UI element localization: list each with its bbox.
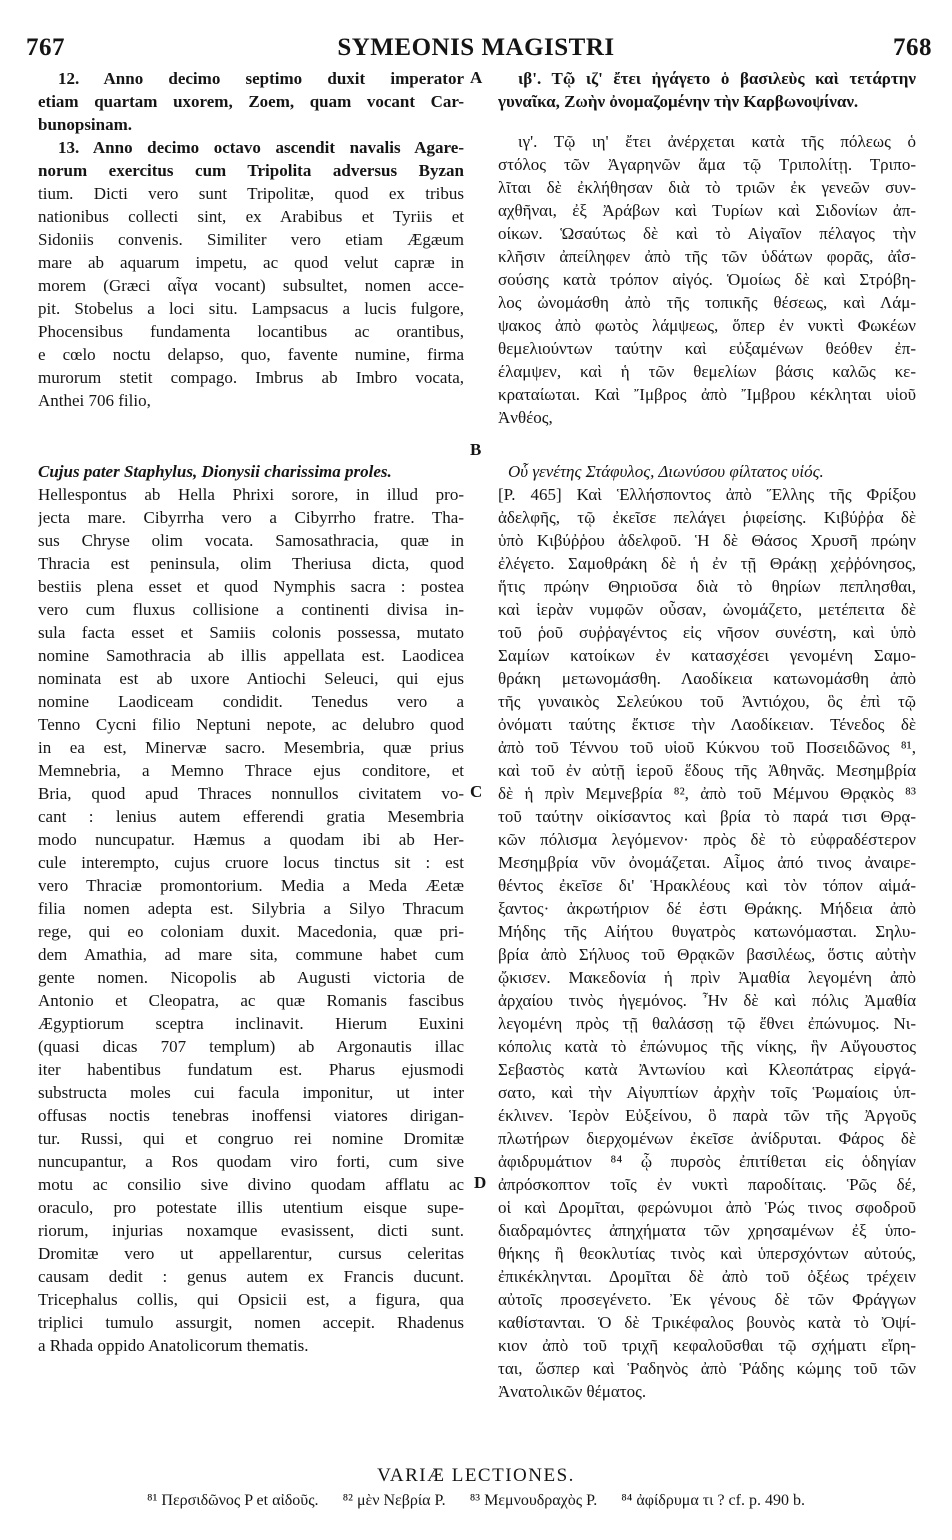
- greek-verse: Οὗ γενέτης Στάφυλος, Διωνύσου φίλτατος υἱός.: [508, 462, 824, 481]
- text-line: nomine Samothracia ab illis appellata est. Laodicea: [38, 646, 464, 665]
- text-line: ἀπὸ τοῦ Τέννου τοῦ υἱοῦ Κύκνου τοῦ Ποσειδῶνος ⁸¹,: [498, 738, 916, 757]
- text-line: θεμελιούντων ταύτην καὶ εὐξαμένων θεόθεν ἐπ-: [498, 339, 916, 358]
- text-line: λῖται δὲ ἐκλήθησαν διὰ τὸ τριῶν ἐκ γενεῶν συν-: [498, 178, 916, 197]
- latin-paragraphs-12-13: [38, 67, 464, 412]
- text-line: sus Chryse olim vocata. Samosathracia, quæ in: [38, 531, 464, 550]
- text-line: κόπολις κατὰ τὸ ἐπώνυμος τῆς νίκης, ἣν Αὔγουστος: [498, 1037, 916, 1056]
- text-line: causam dedit : genus autem ex Francis ducunt.: [38, 1267, 464, 1286]
- text-line: norum exercitus cum Tripolita adversus Byzan: [38, 161, 464, 180]
- text-line: Dromitæ vero ut appellarentur, cursus celeritas: [38, 1244, 464, 1263]
- text-line: αχθῆναι, ἐξ Ἀράβων καὶ Τυρίων καὶ Σιδονίων ἀπ-: [498, 201, 916, 220]
- text-line: modo nuncupatur. Hæmus a quodam ibi ab Her-: [38, 830, 464, 849]
- text-line: Anthei 706 filio,: [38, 391, 151, 410]
- text-line: vero cum fluxus collisione a continenti divisa in-: [38, 600, 464, 619]
- text-line: οίκων. Ὡσαύτως δὲ καὶ τὸ Αἰγαῖον πέλαγος τὴν: [498, 224, 916, 243]
- text-line: Ἀνθέος,: [498, 408, 553, 427]
- text-line: 13. Anno decimo octavo ascendit navalis Agare-: [58, 138, 464, 157]
- text-line: πλωτήρων διερχομένων ἐκεῖσε ἀνίδρυται. Φάρος δὲ: [498, 1129, 916, 1148]
- greek-paragraph-12: [498, 67, 916, 113]
- text-line: Μεσημβρία νῦν ὀνομάζεται. Αἶμος ἀπό τινος ἀναιρε-: [498, 853, 916, 872]
- text-line: ὀνόματι ταύτης ἔκτισε τὴν Λαοδίκειαν. Τένεδος δὲ: [498, 715, 916, 734]
- text-line: σατο, καὶ τὴν Αἰγυπτίων ἀρχὴν τοῖς Ῥωμαίοις ὑπ-: [498, 1083, 916, 1102]
- text-line: mare ab aquarum impetu, ac quod velut capræ in: [38, 253, 464, 272]
- text-line: murorum stetit compago. Imbrus ab Imbro vocata,: [38, 368, 464, 387]
- text-line: λεγομένη πρὸς τῇ θαλάσσῃ τῷ ἔθνει ἐπώνυμος. Νι-: [498, 1014, 916, 1033]
- text-line: offusas noctis tenebras inoffensi viatores dirigan-: [38, 1106, 464, 1125]
- text-line: οἱ καὶ Δρομῖται, φερώνυμοι ἀπὸ Ῥώς τινος σφοδροῦ: [498, 1198, 916, 1217]
- text-line: ψακος ἀπὸ φωτὸς λάμψεως, ὅπερ ἐν νυκτὶ Φωκέων: [498, 316, 916, 335]
- text-line: Ægyptiorum sceptra inclinavit. Hierum Euxini: [38, 1014, 464, 1033]
- text-line: τῆς γυναικὸς Σελεύκου τοῦ Ἀντιόχου, ὃς ἐπὶ τῷ: [498, 692, 916, 711]
- text-line: substructa moles cui facula imponitur, ut inter: [38, 1083, 464, 1102]
- text-line: καθίστανται. Ὁ δὲ Τρικέφαλος βουνὸς κατὰ τὸ Ὀψί-: [498, 1313, 916, 1332]
- text-line: filia nomen adepta est. Silybria a Silyo Thracum: [38, 899, 464, 918]
- text-line: δὲ ἡ πρὶν Μεμνεβρία ⁸², ἀπὸ τοῦ Μέμνου Θρᾳκὸς ⁸³: [498, 784, 916, 803]
- text-line: ἐλέγετο. Σαμοθράκη δὲ ἡ ἐν τῇ Θράκῃ χεῤῥόνησος,: [498, 554, 916, 573]
- variant-reading-note: ⁸³ Μεμνουδραχὸς P.: [469, 1492, 598, 1509]
- text-line: έλαμψεν, καὶ ἡ τῶν θεμελίων βάσις καλῶς κε-: [498, 362, 916, 381]
- latin-main-text: [38, 483, 464, 1357]
- greek-verse-block: [498, 460, 916, 483]
- greek-main-text: [498, 483, 916, 1403]
- text-line: κιον ἀπὸ τοῦ τριχῆ κεφαλοῦσθαι τῷ σχήματι εἴρη-: [498, 1336, 916, 1355]
- page-header: [0, 34, 952, 62]
- text-line: cule interempto, cujus cruore locus tinctus sit : est: [38, 853, 464, 872]
- text-line: αὐτοῖς προσεγένετο. Ἐκ γένους δὲ τῶν Φράγγων: [498, 1290, 916, 1309]
- text-line: oraculo, pro potestate illis utentium eisque supe-: [38, 1198, 464, 1217]
- text-line: ξαντος· ἀκρωτήριον δέ ἐστι Θράκης. Μήδεια ἀπὸ: [498, 899, 916, 918]
- text-line: διαδραμόντες ἀπηχήματα τῶν χρησαμένων ἐξ ὑπο-: [498, 1221, 916, 1240]
- text-line: καὶ ἱερὰν νυμφῶν οὖσαν, ὠνομάζετο, μετέπειτα δὲ: [498, 600, 916, 619]
- text-line: τοῦ ῥοῦ συῤῥαγέντος εἰς νῆσον συνέστη, καὶ ὑπὸ: [498, 623, 916, 642]
- latin-verse-block: [38, 460, 464, 483]
- text-line: Hellespontus ab Hella Phrixi sorore, in illud pro-: [38, 485, 464, 504]
- text-line: ιβ'. Τῷ ιζ' ἔτει ἠγάγετο ὁ βασιλεὺς καὶ τετάρτην: [518, 69, 916, 88]
- text-line: Tenno Cycni filio Neptuni nepote, ac delubro quod: [38, 715, 464, 734]
- text-line: σούσης κατὰ τρόπον αἰγός. Ὁμοίως δὲ καὶ Στρόβη-: [498, 270, 916, 289]
- text-line: bunopsinam.: [38, 115, 133, 134]
- column-marker-b: B: [470, 440, 482, 459]
- text-line: nomine Laodiceam condidit. Tenedus vero a: [38, 692, 464, 711]
- text-line: Antonio et Cleopatra, ac quæ Romanis fascibus: [38, 991, 464, 1010]
- text-line: morem (Græci αἶγα vocant) subsultet, nomen acce-: [38, 276, 464, 295]
- latin-column: [38, 67, 464, 1437]
- text-line: ἀδελφῆς, τῷ ἐκεῖσε πελάγει ῥιφείσης. Κιβύῤῥα δὲ: [498, 508, 916, 527]
- text-line: tium. Dicti vero sunt Tripolitæ, quod ex tribus: [38, 184, 464, 203]
- latin-verse: Cujus pater Staphylus, Dionysii charissima proles.: [38, 462, 392, 481]
- text-line: ἀφιδρυμάτιον ⁸⁴ ᾧ πυρσὸς ἐπιτίθεται εἰς ὁδηγίαν: [498, 1152, 916, 1171]
- text-line: έκλινεν. Ἱερὸν Εὐξείνου, ὃ παρὰ τῶν τῆς Ἀργοῦς: [498, 1106, 916, 1125]
- column-marker-c: C: [470, 782, 483, 801]
- text-line: θήκης ἢ θεοκλυτίας τινὸς καὶ ὑπερσχόντων αὐτούς,: [498, 1244, 916, 1263]
- text-line: λος ὠνομάσθη ἀπὸ τῆς τοπικῆς θέσεως, καὶ Λάμ-: [498, 293, 916, 312]
- text-line: ἥτις πρώην Θηριοῦσα διὰ τὸ θηρίων πεπλησθαι,: [498, 577, 916, 596]
- text-line: γυναῖκα, Ζωὴν ὀνομαζομένην τὴν Καρβωνοψίναν.: [498, 92, 859, 111]
- running-title: SYMEONIS MAGISTRI: [337, 34, 615, 61]
- text-line: e cœlo noctu delapso, quo, favente numine, firma: [38, 345, 464, 364]
- text-line: gente nomen. Nicopolis ab Augusti victoria de: [38, 968, 464, 987]
- page-number-left: 767: [26, 34, 65, 61]
- text-line: a Rhada oppido Anatolicorum thematis.: [38, 1336, 309, 1355]
- text-line: tur. Russi, qui et congruo rei nomine Dromitæ: [38, 1129, 464, 1148]
- text-line: [P. 465] Καὶ Ἑλλήσποντος ἀπὸ Ἕλλης τῆς Φρίξου: [498, 485, 916, 504]
- text-line: ιγ'. Τῷ ιη' ἔτει ἀνέρχεται κατὰ τῆς πόλεως ὁ: [518, 132, 916, 151]
- text-line: bestiis plena esset et quod Nymphis sacra : postea: [38, 577, 464, 596]
- text-line: nominata est ab uxore Antiochi Seleuci, qui ejus: [38, 669, 464, 688]
- text-line: κλῆσιν ἀπείληφεν ἀπὸ τῆς τῶν ὑδάτων φορᾶς, ἀΐσ-: [498, 247, 916, 266]
- page-number-right: 768: [893, 34, 932, 61]
- text-line: (quasi dicas 707 templum) ab Argonautis illac: [38, 1037, 464, 1056]
- text-line: Tricephalus collis, qui Opsicii est, a figura, qua: [38, 1290, 464, 1309]
- text-line: pit. Stobelus a loci situ. Lampsacus a lucis fulgore,: [38, 299, 464, 318]
- text-line: θέντος ἐκεῖσε δι' Ἡρακλέους καὶ τὸν τόπον αἱμά-: [498, 876, 916, 895]
- text-line: κραταίωται. Καὶ Ἴμβρος ἀπὸ Ἴμβρου κέκληται υἱοῦ: [498, 385, 916, 404]
- text-line: θράκη μετωνομάσθη. Λαοδίκεια κατωνομάσθη ἀπὸ: [498, 669, 916, 688]
- text-line: στόλος τῶν Ἀγαρηνῶν ἅμα τῷ Τριπολίτῃ. Τριπο-: [498, 155, 916, 174]
- text-line: τοῦ ταύτην οἰκίσαντος καὶ βρία τὸ παρά τισι Θρᾳ-: [498, 807, 916, 826]
- text-line: nuncupantur, a Ros quodam viro forti, cum sive: [38, 1152, 464, 1171]
- text-line: ται, ὥσπερ καὶ Ῥαδηνὸς ἀπὸ Ῥάδης κώμης τοῦ τῶν: [498, 1359, 916, 1378]
- variant-reading-note: ⁸¹ Περσιδῶνος P et αἰδοῦς.: [147, 1492, 319, 1509]
- text-line: in ea est, Minervæ sacro. Mesembria, quæ prius: [38, 738, 464, 757]
- text-line: motu ac consilio sive divino quodam afflatu ac: [38, 1175, 464, 1194]
- text-line: Phocensibus fundamenta locantibus ac orantibus,: [38, 322, 464, 341]
- text-line: ἀρχαίου τινὸς ἡγεμόνος. Ἦν δὲ καὶ πόλις Ἀμαθία: [498, 991, 916, 1010]
- greek-paragraph-13: [498, 130, 916, 429]
- text-line: rege, qui eo coloniam duxit. Macedonia, quæ pri-: [38, 922, 464, 941]
- text-line: ἐπικέκληνται. Δρομῖται δὲ ἀπὸ τοῦ ὀξέως τρέχειν: [498, 1267, 916, 1286]
- text-line: Sidoniis convenis. Similiter vero etiam Ægæum: [38, 230, 464, 249]
- variant-reading-note: ⁸² μὲν Νεβρία P.: [342, 1492, 446, 1509]
- text-line: Σεβαστὸς κατὰ Ἀντωνίου καὶ Κλεοπάτρας εἰργά-: [498, 1060, 916, 1079]
- text-line: nationibus collecti sint, ex Arabibus et Tyriis et: [38, 207, 464, 226]
- text-line: Σαμίων κατοίκων ἐν κατασχέσει γενομένη Σαμο-: [498, 646, 916, 665]
- column-marker-a: A: [470, 68, 483, 87]
- text-line: jecta mare. Cibyrrha vero a Cibyrrho fratre. Tha-: [38, 508, 464, 527]
- text-line: Bria, quod apud Thraces nonnullos civitatem vo-: [38, 784, 464, 803]
- text-line: ᾤκισεν. Μακεδονία ἡ πρὶν Ἀμαθία λεγομένη ἀπὸ: [498, 968, 916, 987]
- text-line: Memnebria, a Memno Thrace ejus conditore, et: [38, 761, 464, 780]
- text-line: triplici tumulo assurgit, nomen accepit. Rhadenus: [38, 1313, 464, 1332]
- text-line: sula facta esset et Samiis colonis possessa, mutato: [38, 623, 464, 642]
- text-line: Thracia est peninsula, olim Theriusa dicta, quod: [38, 554, 464, 573]
- text-line: vero Thraciæ promontorium. Media a Meda Æetæ: [38, 876, 464, 895]
- text-line: κῶν πόλισμα λεγόμενον· πρὸς δὲ τὸ εὐφραδέστερον: [498, 830, 916, 849]
- variae-lectiones-notes: [0, 1492, 952, 1510]
- text-line: Μήδης τῆς Αἰήτου θυγατρὸς κατωνόμασται. Σηλυ-: [498, 922, 916, 941]
- text-line: cant : lenius autem efferendi gratia Mesembria: [38, 807, 464, 826]
- text-line: καὶ τοῦ ἐν αὐτῇ ἱεροῦ ἕδους τῆς Ἀθηνᾶς. Μεσημβρία: [498, 761, 916, 780]
- variae-lectiones-title: VARIÆ LECTIONES.: [377, 1465, 575, 1486]
- column-marker-d: D: [474, 1173, 487, 1192]
- text-line: ὑπὸ Κιβύῤῥου ἀδελφοῦ. Ἡ δὲ Θάσος Χρυσῆ πρώην: [498, 531, 916, 550]
- greek-column: [498, 67, 916, 1462]
- variant-reading-note: ⁸⁴ ἀφίδρυμα τι ? cf. p. 490 b.: [621, 1492, 805, 1509]
- text-line: iter habentibus fundatum est. Pharus ejusmodi: [38, 1060, 464, 1079]
- text-line: 12. Anno decimo septimo duxit imperator: [58, 69, 464, 88]
- text-line: Ἀνατολικῶν θέματος.: [498, 1382, 647, 1401]
- text-line: ἀπρόσκοπτον τοῖς ἐν νυκτὶ παροδίταις. Ῥῶς δέ,: [498, 1175, 916, 1194]
- text-line: etiam quartam uxorem, Zoem, quam vocant Car-: [38, 92, 464, 111]
- text-line: dem Amathia, ad mare sita, commune habet cum: [38, 945, 464, 964]
- text-line: βρία ἀπὸ Σήλυος τοῦ Θρᾳκῶν βασιλέως, ὅστις αὐτὴν: [498, 945, 916, 964]
- text-line: riorum, injurias noxamque evasissent, dicti sunt.: [38, 1221, 464, 1240]
